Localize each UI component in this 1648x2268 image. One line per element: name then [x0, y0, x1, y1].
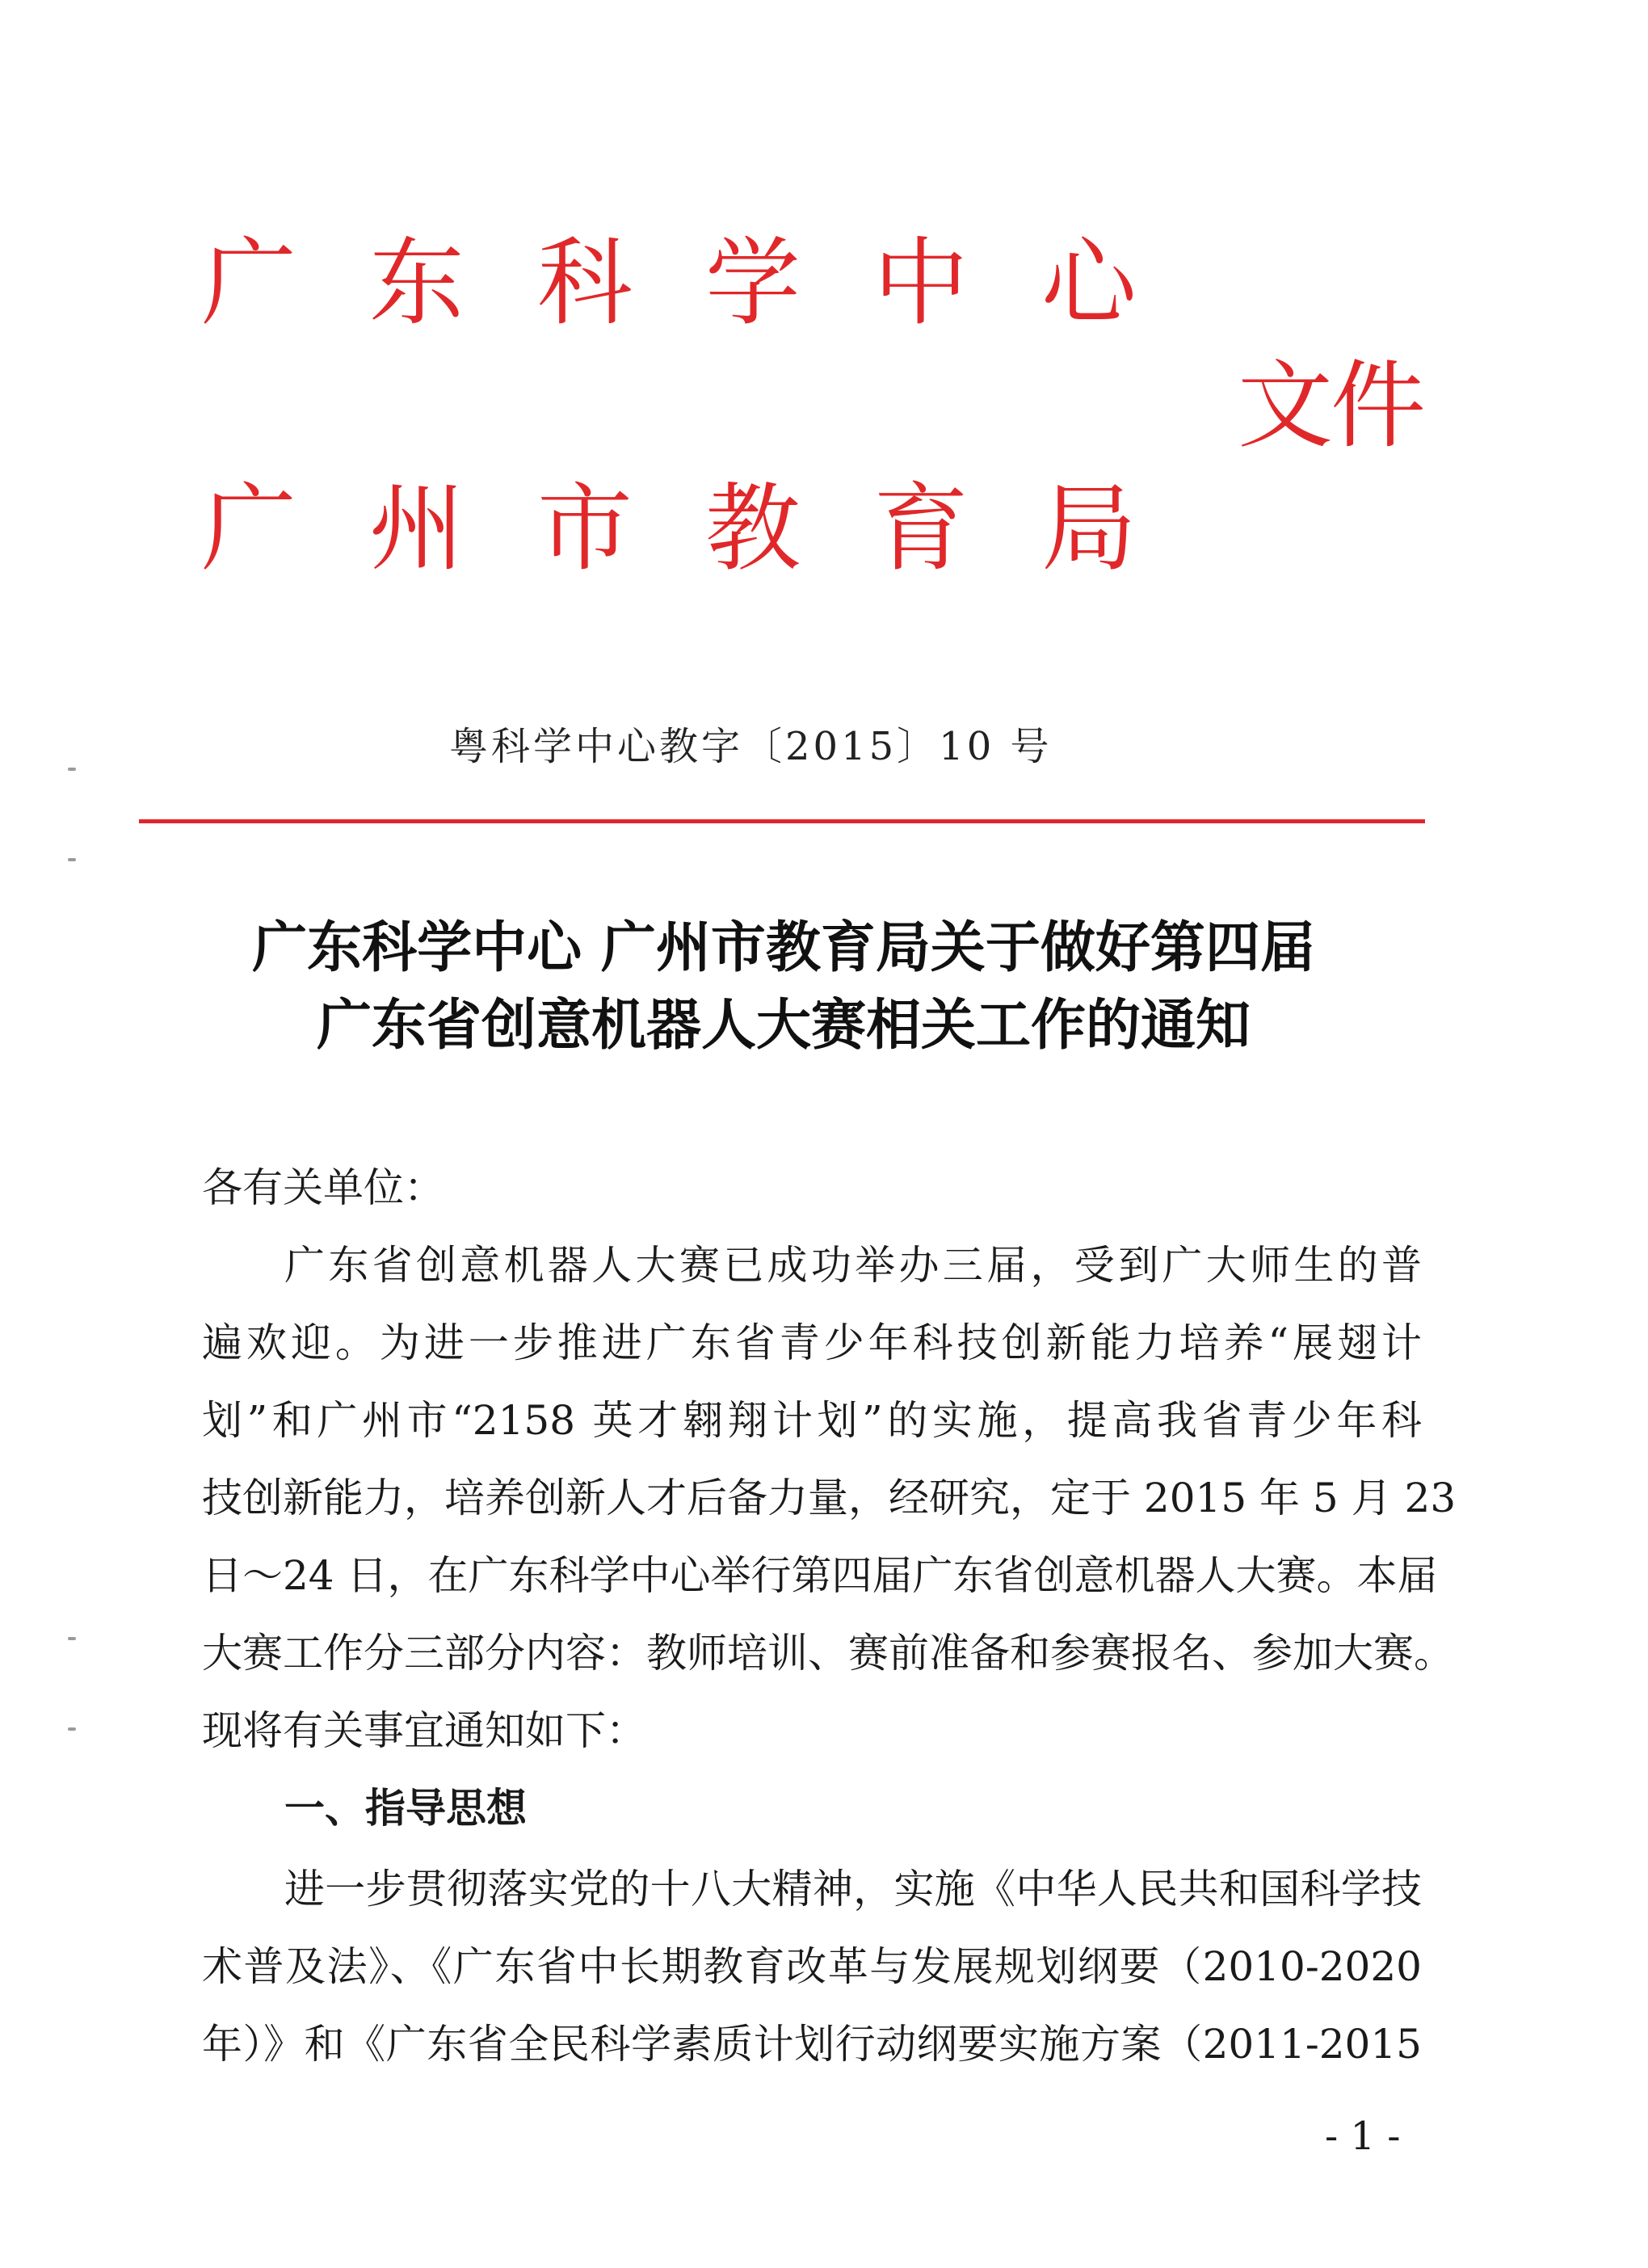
letterhead-char: 东	[368, 227, 465, 339]
document-number: 粤科学中心教字〔2015〕10 号	[449, 724, 1053, 769]
letterhead-char: 学	[704, 227, 801, 339]
letterhead-suffix	[1238, 349, 1427, 462]
document-title-line-1: 广东科学中心 广州市教育局关于做好第四届	[252, 916, 1315, 980]
letterhead-char: 广	[200, 473, 296, 584]
paragraph-line: 技创新能力，培养创新人才后备力量，经研究，定于 2015 年 5 月 23	[202, 1475, 1457, 1521]
salutation: 各有关单位：	[202, 1164, 444, 1211]
scan-speck	[68, 858, 76, 861]
letterhead-org1	[200, 226, 1137, 339]
document-title-line-2: 广东省创意机器人大赛相关工作的通知	[316, 994, 1251, 1058]
paragraph-line: 遍欢迎。为进一步推进广东省青少年科技创新能力培养“展翅计	[202, 1319, 1422, 1366]
letterhead-divider	[139, 819, 1425, 823]
letterhead-char: 市	[536, 473, 633, 584]
letterhead-char: 局	[1041, 473, 1137, 584]
letterhead-char: 州	[368, 473, 465, 584]
letterhead-char: 中	[872, 227, 969, 339]
paragraph-line: 日～24 日，在广东科学中心举行第四届广东省创意机器人大赛。本届	[202, 1552, 1438, 1599]
scan-speck	[68, 1727, 76, 1731]
letterhead-char: 科	[536, 227, 633, 339]
letterhead-char: 育	[872, 473, 969, 584]
letterhead-char: 文	[1238, 350, 1334, 461]
scan-speck	[68, 768, 76, 771]
letterhead-char: 件	[1331, 350, 1427, 461]
paragraph-line: 广东省创意机器人大赛已成功举办三届，受到广大师生的普	[284, 1242, 1422, 1289]
paragraph-line: 年）》和《广东省全民科学素质计划行动纲要实施方案（2011-2015	[202, 2021, 1422, 2068]
letterhead-char: 广	[200, 227, 296, 339]
scan-speck	[68, 1637, 76, 1640]
letterhead-char: 教	[704, 473, 801, 584]
paragraph-line: 大赛工作分三部分内容：教师培训、赛前准备和参赛报名、参加大赛。	[202, 1630, 1454, 1677]
paragraph-line: 划”和广州市“2158 英才翱翔计划”的实施，提高我省青少年科	[202, 1397, 1422, 1444]
paragraph-line: 进一步贯彻落实党的十八大精神，实施《中华人民共和国科学技	[284, 1866, 1422, 1912]
letterhead-char: 心	[1041, 227, 1137, 339]
page-number: - 1 -	[1325, 2114, 1401, 2159]
paragraph-line: 术普及法》、《广东省中长期教育改革与发展规划纲要（2010-2020	[202, 1943, 1422, 1990]
paragraph-line: 现将有关事宜通知如下：	[202, 1707, 646, 1754]
letterhead-org2	[200, 472, 1137, 585]
section-heading: 一、指导思想	[284, 1785, 527, 1832]
